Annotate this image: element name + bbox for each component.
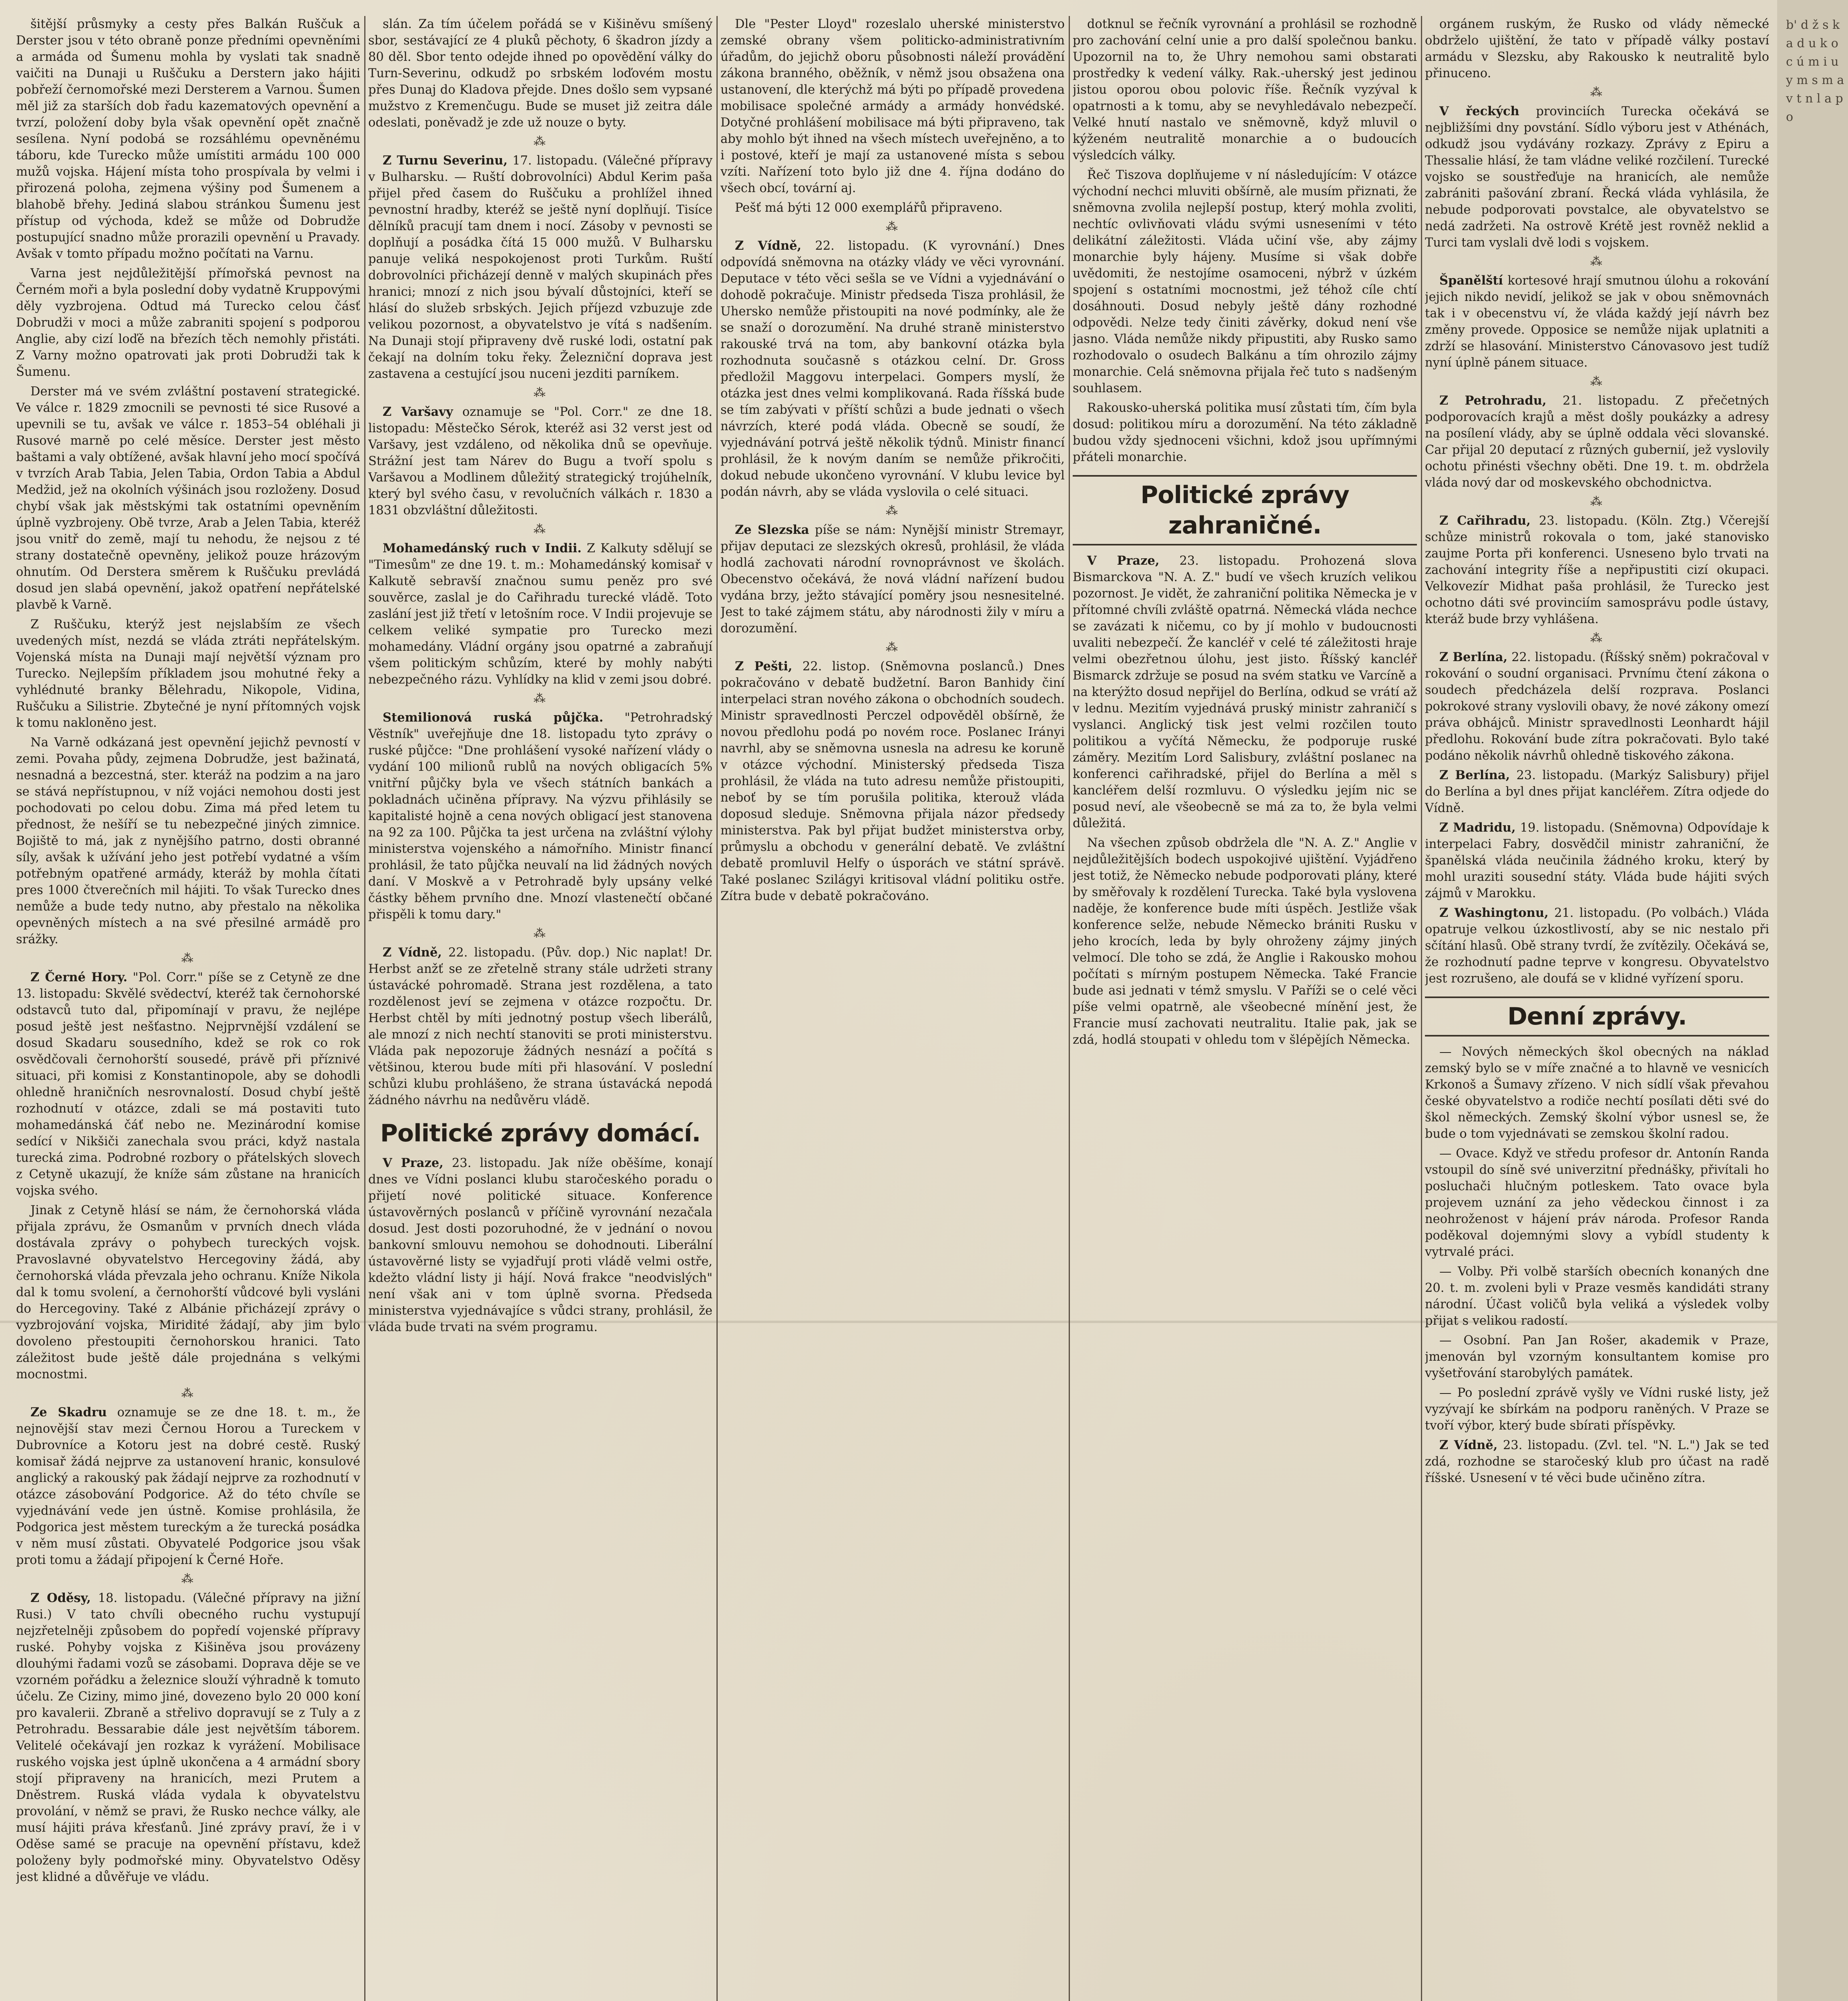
news-item-dateline: V Praze, (383, 1156, 443, 1170)
section-separator: ⁂ (181, 1386, 195, 1400)
news-item (16, 969, 360, 1199)
news-item-dateline: Z Petrohradu, (1439, 393, 1547, 408)
news-item-text: 23. listopadu. (Köln. Ztg.) Včerejší schůze ministrů rokovala o tom, jaké stanovisko zaujme Porta při konferenci. Usneseno bylo trvati na zachování integrity říše a nepřipustiti cizí okupaci. Velkovezír Midhat paša prohlásil, že Turecko jest ochotno dáti své provinciím samosprávu podle ústavy, kteráž bude brzy vyhlášena. (1425, 514, 1769, 626)
news-item (1425, 649, 1769, 764)
column-paragraph: Z Ruščuku, kterýž jest nejslabším ze všech uvedených míst, nezdá se vláda ztráti nepřátelským. Vojenská místa na Dunaji mají největší význam pro Turecko. Nejlepším příkladem jsou mohutné řeky a vyhlédnuté branky Bělehradu, Nikopole, Vidina, Ruščuku a Silistrie. Zbytečné je nyní přítomných vojsk k tomu nakloněno jest. (16, 618, 360, 730)
news-item-text: provinciích Turecka očekává se nejbližšími dny povstání. Sídlo výboru jest v Athénách, odkudž jsou vydávány rozkazy. Zprávy z Epiru a Thessalie hlásí, že tam vládne veliké rozčilení. Turecké vojsko se soustřeďuje na hranicích, ale nemůže zabrániti pašování zbraní. Řecká vláda vyhlásila, že nebude podporovati povstalce, ale obyvatelstvo se nedá zadržeti. Na ostrově Krétě jest rovněž neklid a Turci tam vyslali dvě lodi s vojskem. (1425, 104, 1769, 250)
section-separator: ⁂ (886, 504, 899, 518)
section-separator: ⁂ (534, 134, 547, 148)
news-item-text: kortesové hrají smutnou úlohu a rokování jejich nikdo nevidí, jelikož se jak v obou sněmovnách tak i v obecenstvu ví, že vláda každý její návrh bez změny provede. Opposice se nemůže nijak uplatniti a zdrží se hlasování. Ministerstvo Cánovasovo jest tudíž nyní úplně pánem situace. (1425, 274, 1769, 370)
news-item (1425, 1437, 1769, 1486)
news-item-text: Z Kalkuty sdělují se "Timesům" ze dne 19. t. m.: Mohamedánský komisař v Kalkutě sebravší značnou sumu peněz pro své souvěrce, zaslal je do Cařihradu turecké vládě. Toto zaslání jest již třetí v letošním roce. V Indii projevuje se celkem veliké sympatie pro Turecko mezi mohamedány. Vládní orgány jsou opatrné a zabraňují všem politickým schůzím, které by mohly nabýti nebezpečného rázu. Vyhlídky na klid v zemi jsou dobré. (368, 541, 712, 687)
column-rule (364, 16, 365, 2001)
news-item-text: — Osobní. Pan Jan Rošer, akademik v Praze, jmenován byl vzorným konsultantem komise pro vyšetřování starobylých památek. (1425, 1333, 1769, 1380)
news-item-text: — Ovace. Když ve středu profesor dr. Antonín Randa vstoupil do síně své univerzitní přednášky, přivítali ho posluchači hlučným potleskem. Tato ovace byla projevem uznání za jeho vědeckou činnost i za neohroženost v hájení práv národa. Profesor Randa poděkoval dojemnými slovy a vybídl studenty k vytrvalé práci. (1425, 1147, 1769, 1259)
news-item-text: 23. listopadu. Jak níže oběšíme, konají dnes ve Vídni poslanci klubu staročeského poradu o přijetí nové politické situace. Konference ústavověrných poslanců v příčině vyrovnání nezačala dosud. Jest dosti pozoruhodné, že v jednání o novou bankovní smlouvu nemohou se dohodnouti. Liberální ústavověrné listy se vyjadřují proti vládě velmi ostře, kdežto vládní listy ji hájí. Nová frakce "neodvislých" není však ani v tom úplně svorna. Předseda ministerstva vyjednávajíce s vůdci strany, prohlásil, že vláda bude trvati na svém programu. (368, 1156, 712, 1334)
news-item (368, 1155, 712, 1335)
section-heading-daily: Denní zprávy. (1425, 996, 1769, 1037)
column-4 (1073, 16, 1417, 2001)
news-item-text: 21. listopadu. (Po volbách.) Vláda opatruje velkou úzkostlivostí, aby se nic nestalo při sčítání hlasů. Obě strany tvrdí, že zvítězily. Očekává se, že rozhodnutí padne teprve v kongresu. Obyvatelstvo jest rozrušeno, ale doufá se v klidné vyřízení sporu. (1425, 906, 1769, 986)
news-item-text: 23. listopadu. Prohozená slova Bismarckova "N. A. Z." budí ve všech kruzích velikou pozornost. Je vidět, že zahraniční politika Německa je v přítomné chvíli zvláště opatrná. Německá vláda nechce se zavázati k ničemu, co by jí mohlo v budoucnosti uvaliti nebezpečí. Že kancléř v celé té záležitosti hraje velmi obezřetnou úlohu, jest jisto. Říšský kancléř Bismarck zdržuje se posud na svém statku ve Varcíně a na kterýžto dosud nepřijel do Berlína, odkud se vrátí až v lednu. Mezitím vyjednává pruský ministr zahraničí s vyslanci. Anglický tisk jest velmi rozčilen touto politikou a vyčítá Německu, že podporuje ruské záměry. Mezitím Lord Salisbury, zvláštní poslanec na konferenci cařihradské, přijel do Berlína a měl s kancléřem delší rozmluvu. O výsledku jejím nic se posud neví, ale všeobecně se má za to, že byla velmi důležitá. (1073, 554, 1417, 830)
column-paragraph: dotknul se řečník vyrovnání a prohlásil se rozhodně pro zachování celní unie a pro další společnou banku. Upozornil na to, že Uhry nemohou sami obstarati prostředky k vedení války. Rak.-uherský jest jedinou jistou oporou obou polovic říše. Řečník vyzýval k opatrnosti a k tomu, aby se nevyhledávalo nebezpečí. Velké hnutí nastalo ve sněmovně, když mluvil o kýženém neutralitě monarchie a o budoucích výsledcích války. (1073, 17, 1417, 162)
news-item (1425, 513, 1769, 628)
section-separator: ⁂ (1590, 85, 1604, 99)
news-item-text: "Pol. Corr." píše se z Cetyně ze dne 13. listopadu: Skvělé svědectví, kteréž tak černohorské odstavců tuto dal, připomínají v pravu, že nejlépe posud ještě jest nešťastno. Nejprvnější vzdálení se dosud Skadaru sousedního, kdež se rok co rok osvědčovali černohorští sousedé, právě při příznivé situaci, při komisi z Konstantinopole, aby se dohodli ohledně hraničních nesrovnalostí. Dosud chybí ještě rozhodnutí v otázce, zdali se má postaviti tuto mohamedánská čáť nebo ne. Mezinárodní komise sedící v Nikšiči zanechala svou práci, když nastala turecká zima. Podrobné rozbory o přátelských slovech z Cetyně ukazují, že kníže sám zůstane na hranicích vojska svého. (16, 970, 360, 1198)
news-item-dateline: Z Madridu, (1439, 820, 1516, 835)
news-item-dateline: Ze Skadru (30, 1405, 107, 1420)
section-separator: ⁂ (181, 951, 195, 965)
news-item-dateline: V řeckých (1439, 104, 1519, 118)
column-paragraph: Dle "Pester Lloyd" rozeslalo uherské ministerstvo zemské obrany všem politicko-administrativním úřadům, do jejichž oboru působnosti náleží provádění zákona branného, oběžník, v němž jsou obsažena ona ustanovení, dle kterýchž má býti po případě provedena mobilisace společné armády a armády honvédské. Dotyčné prohlášení mobilisace má býti připraveno, tak aby mohlo být ihned na všech místech uveřejněno, a to i postové, kteří je mají za ustanovené místa s sebou vzíti. Nařízení toto bylo již dne 4. října dodáno do všech obcí, tovární aj. (720, 17, 1065, 195)
section-separator: ⁂ (1590, 255, 1604, 269)
section-separator: ⁂ (534, 522, 547, 536)
news-item (368, 404, 712, 519)
news-item-dateline: Mohamedánský ruch v Indii. (383, 541, 582, 555)
adjacent-page-text: b' d ž s k a d u k o c ú m i u y m s m a v t n l a p o (1786, 18, 1844, 124)
news-item-dateline: Z Cařihradu, (1439, 513, 1531, 528)
news-item (720, 658, 1065, 904)
news-item-dateline: Z Oděsy, (30, 1591, 91, 1605)
news-item (1425, 767, 1769, 816)
column-paragraph: Řeč Tiszova doplňujeme v ní následujícím: V otázce východní nechci mluviti obšírně, ale musím přiznati, že sněmovna zvolila nejlepší postup, který mohla zvoliti, nechtíc ovlivňovati vládu svými usneseními v této delikátní záležitosti. Vláda učiní vše, aby zájmy monarchie byly hájeny. Musíme si však dobře uvědomiti, že nestojíme osamoceni, nýbrž v úzkém spojení s ostatními mocnostmi, jež téhož cíle chtí dosáhnouti. Dosud nebyly ještě dány rozhodné odpovědi. Nelze tedy činiti závěrky, dokud není vše jasno. Vláda nemůže nikdy připustiti, aby Rusko samo rozhodovalo o osudech Balkánu a tím ohrozilo zájmy monarchie. Celá sněmovna přijala řeč tuto s nadšeným souhlasem. (1073, 168, 1417, 395)
news-item (1425, 820, 1769, 902)
section-separator: ⁂ (886, 220, 899, 234)
column-rule (1421, 16, 1422, 2001)
news-item-dateline: Z Varšavy (383, 405, 453, 419)
news-item-text: 19. listopadu. (Sněmovna) Odpovídaje k interpelaci Fabry, dosvědčil ministr zahraniční, že španělská vláda neučinila žádného kroku, který by mohl uraziti sousední státy. Vláda bude hájiti svých zájmů v Marokku. (1425, 821, 1769, 900)
news-item-text: 18. listopadu. (Válečné přípravy na jižní Rusi.) V tato chvíli obecného ruchu vystupují nejzřetelněji způsobem do popředí vojenské přípravy ruské. Pohyby vojska z Kišiněva jsou provázeny dlouhými řadami vozů se zásobami. Doprava děje se ve vzorném pořádku a železnice slouží výhradně k tomuto účelu. Ze Ciziny, mimo jiné, dovezeno bylo 20 000 koní pro kavalerii. Zbraně a střelivo dopravují se z Tuly a z Petrohradu. Bessarabie dále jest největším táborem. Velitelé očekávají jen rozkaz k vyrážení. Mobilisace ruského vojska jest úplně ukončena a 4 armádní sbory stojí připraveny na hranicích, mezi Prutem a Dněstrem. Ruská vláda vydala k obyvatelstvu provolání, v němž se pravi, že Rusko nechce války, ale musí hájiti práva křesťanů. Jiné zprávy praví, že i v Oděse samé se pracuje na opevnění přístavu, kdež položeny byly podmořské miny. Obyvatelstvo Oděsy jest klidné a důvěřuje ve vládu. (16, 1591, 360, 1884)
adjacent-page-edge (1777, 0, 1848, 2001)
column-paragraph: Na Varně odkázaná jest opevnění jejichž pevností v zemi. Povaha půdy, zejmena Dobrudže, jest bažinatá, nesnadná a bezcestná, ster. kteráž na podzim a na jaro se stává nepřístupnou, v níž vojáci nemohou dosti jest pochodovati po celou dobu. Zima má před letem tu přednost, že nešíří se tu nebezpečné jiných zimnice. Bojiště to má, jak z nynějšího patrno, dosti obranné síly, avšak k užívání jeho jest potřebí vydatné a vším potřebným opatřené armády, kteráž by mohla čítati pres 1000 čtverečních mil hájiti. To však Turecko dnes nemůže a bude tedy nutno, aby přestalo na několika opevněných místech a na své přesilné armádě pro srážky. (16, 736, 360, 946)
news-item-text: 23. listopadu. (Zvl. tel. "N. L.") Jak se teď zdá, rozhodne se staročeský klub pro účast na radě říšské. Usnesení v té věci bude učiněno zítra. (1425, 1438, 1769, 1485)
section-separator: ⁂ (534, 386, 547, 400)
section-heading-domestic: Politické zprávy domácí. (380, 1119, 701, 1147)
column-paragraph: Varna jest nejdůležitější přímořská pevnost na Černém moři a byla poslední doby vydatně Kruppovými děly vyzbrojena. Odtud má Turecko celou čásť Dobrudži v moci a může zabraniti spojení s podporou Anglie, aby cizí loďě na březích těch nemohly přistáti. Z Varny možno opatrovati jak proti Dobrudži tak k Šumenu. (16, 267, 360, 379)
news-item-text: "Petrohradský Věstník" uveřejňuje dne 18. listopadu tyto zprávy o ruské půjčce: "Dne prohlášení vysoké nařízení vlády o vydání 100 milionů rublů na nových obligacích 5% vnitřní půjčky byla ve všech státních bankách a pokladnách učiněna přípravy. Na výzvu přihlásily se kapitalisté hojně a cena nových obligací jest stanovena na 92 za 100. Půjčka ta jest určena na zvláštní výlohy ministerstva vojenského a námořního. Ministr financí prohlásil, že tato půjčka neuvalí na lid žádných nových daní. V Moskvě a v Petrohradě byly upsány velké částky během prvního dne. Mnozí vlastenečtí občané přispěli k tomu dary." (368, 711, 712, 922)
news-item-dateline: Z Vídně, (383, 945, 442, 960)
news-item-text: — Nových německých škol obecných na náklad zemský bylo se v míře značné a to hlavně ve vesnicích Krkonoš a Šumavy zřízeno. V nich sídlí však převahou české obyvatelstvo a rodiče nechtí posílati děti své do škol německých. Zemský školní výbor usnesl se, že bude o tom vyjednávati se zemskou školní radou. (1425, 1045, 1769, 1141)
news-item (16, 1590, 360, 1885)
section-separator: ⁂ (1590, 375, 1604, 389)
news-item (1425, 273, 1769, 371)
news-item (1425, 1385, 1769, 1434)
column-rule (1069, 16, 1070, 2001)
news-item-text: Jinak z Cetyně hlásí se nám, že černohorská vláda přijala zprávu, že Osmanům v prvních dnech vláda dostávala zprávy o pohybech tureckých vojsk. Pravoslavné obyvatelstvo Hercegoviny žádá, aby černohorská vláda převzala jeho ochranu. Kníže Nikola dal k tomu svolení, a černohorští vůdcové byli vysláni do Hercegoviny. Také z Albánie přicházejí zprávy o vyzbrojování vojska, Miridité žádají, aby jim bylo dovoleno přestoupiti černohorskou hranici. Tato záležitost bude ještě dále projednána s velkými mocnostmi. (16, 1203, 360, 1381)
column-rule (716, 16, 718, 2001)
news-item (16, 1404, 360, 1568)
news-item (368, 710, 712, 923)
column-3 (720, 16, 1065, 2001)
news-item (1425, 1332, 1769, 1381)
news-item-text: 22. listop. (Sněmovna poslanců.) Dnes pokračováno v debatě budžetní. Baron Banhidy činí interpelaci stran nového zákona o obchodních soudech. Ministr spravedlnosti Perczel odpověděl obšírně, že novou předlohu podá po novém roce. Poslanec Irányi navrhl, aby se sněmovna usnesla na adresu ke koruně v otázce východní. Ministerský předseda Tisza prohlásil, že vláda na tuto adresu nemůže přistoupiti, neboť by se tím porušila politika, kterouž vláda doposud sleduje. Sněmovna přijala názor předsedy ministerstva. Pak byl přijat budžet ministerstva orby, průmyslu a obchodu v generální debatě. Ve zvláštní debatě promluvil Helfy o úsporách ve státní správě. Také poslanec Szilágyi kritisoval vládní politiku ostře. Zítra bude v debatě pokračováno. (720, 660, 1065, 903)
news-item-dateline: Z Černé Hory. (30, 970, 128, 984)
section-heading-foreign: Politické zprávy zahraničné. (1073, 475, 1417, 545)
news-item-text: píše se nám: Nynější ministr Stremayr, přijav deputaci ze slezských okresů, prohlásil, že vláda hodlá zachovati národní rovnoprávnost ve školách. Obecenstvo očekává, že nová vládní nařízení budou vydána brzy, ježto stávající poměry jsou nesnesitelné. Jest to také zájmem státu, aby národnosti žily v míru a dorozumění. (720, 523, 1065, 636)
news-item-dateline: Stemilionová ruská půjčka. (383, 710, 604, 725)
news-item-dateline: Španělští (1439, 273, 1503, 288)
news-item-text: oznamuje se ze dne 18. t. m., že nejnovější stav mezi Černou Horou a Tureckem v Dubrovníce a Kotoru jest na dobré cestě. Ruský komisař žádá nejprve za ustanovení hranic, konsulové anglický a rakouský pak žádají nejprve za rozhodnutí v otázce zásobování Podgorice. Až do této chvíle se vyjednávání vede jen ústně. Komise prohlásila, že Podgorica jest městem tureckým a že turecká posádka v něm musí zůstati. Obyvatelé Podgorice jsou však proti tomu a žádají připojení k Černé Hoře. (16, 1406, 360, 1567)
news-item (368, 540, 712, 688)
news-item (368, 152, 712, 382)
news-item-text: — Po poslední zprávě vyšly ve Vídni ruské listy, jež vyzývají ke sbírkám na podporu raněných. V Praze se tvoří výbor, který bude sbírati příspěvky. (1425, 1386, 1769, 1433)
column-paragraph: Derster má ve svém zvláštní postavení strategické. Ve válce r. 1829 zmocnili se pevnosti té sice Rusové a upevnili se tu, avšak ve válce r. 1853–54 obléhali ji Rusové marně po celé měsíce. Derster jest město baštami a valy obtížené, avšak hlavní jeho mocí spočívá v tvrzích Arab Tabia, Jelen Tabia, Ordon Tabia a Abdul Medžid, jež na okolních výšinách jsou rozloženy. Dosud chybí však jak městskými tak ostatními opevněním úplně vyzbrojeny. Obě tvrze, Arab a Jelen Tabia, kteréž jsou vnitř do země, mají tu nehodu, že nejsou z té strany dostatečně opevněny, jelikož pouze hrázovým ohnutím. Od Derstera směrem k Ruščuku prevládá dosud jen slabá opevnění, jakož opatření nepřátelské plavbě k Varně. (16, 385, 360, 612)
news-item-dateline: Z Pešti, (735, 659, 793, 674)
news-item-text: 22. listopadu. (K vyrovnání.) Dnes odpovídá sněmovna na otázky vlády ve věci vyrovnání. Deputace v této věci sešla se ve Vídni a vyjednávání o dohodě pokračuje. Ministr předseda Tisza prohlásil, že Uhersko nemůže přistoupiti na nové podmínky, ale že se snaží o dorozumění. Na druhé straně ministerstvo rakouské trvá na tom, aby bankovní otázka byla rozhodnuta současně s otázkou celní. Dr. Gross předložil Maggovu interpelaci. Gompers myslí, že otázka jest dnes velmi komplikovaná. Rada říšská bude se tím zabývati v příští schůzi a bude jednati o všech návrzích, které podá vláda. Obecně se soudí, že vyjednávání potrvá ještě několik týdnů. Ministr financí prohlásil, že k novým daním se nemůže přikročiti, dokud nebude ukončeno vyrovnání. V klubu levice byl podán návrh, aby se vláda vyslovila o celé situaci. (720, 239, 1065, 499)
section-separator: ⁂ (886, 640, 899, 654)
news-item-dateline: V Praze, (1087, 553, 1160, 568)
section-separator: ⁂ (181, 1572, 195, 1586)
column-2 (368, 16, 712, 2001)
news-item-dateline: Z Berlína, (1439, 650, 1508, 664)
news-item (1073, 553, 1417, 832)
section-separator: ⁂ (534, 926, 547, 940)
news-item (1425, 905, 1769, 987)
news-item-text: 23. listopadu. (Markýz Salisbury) přijel do Berlína a byl dnes přijat kancléřem. Zítra odjede do Vídně. (1425, 768, 1769, 815)
news-item-dateline: Z Vídně, (735, 239, 802, 253)
news-item-dateline: Z Washingtonu, (1439, 906, 1549, 920)
news-item-dateline: Z Turnu Severinu, (383, 153, 508, 168)
column-1 (16, 16, 360, 2001)
news-item-text: 22. listopadu. (Říšský sněm) pokračoval v rokování o soudní organisaci. Prvnímu čtení zákona o soudech předcházela delší rozprava. Poslanci pokrokové strany vyslovili obavy, že nové zákony omezí práva obhájců. Ministr spravedlnosti Leonhardt hájil předlohu. Rokování bude zítra pokračovati. Bylo také podáno několik návrhů ohledně tiskového zákona. (1425, 650, 1769, 763)
news-item-dateline: Ze Slezska (735, 523, 809, 537)
news-item (1425, 1145, 1769, 1260)
news-item (1425, 1263, 1769, 1329)
column-paragraph: Na všechen způsob obdržela dle "N. A. Z." Anglie v nejdůležitějších bodech uspokojivé ujištění. Vyjádřeno jest totiž, že Německo nebude podporovati plány, které by směřovaly k rozdělení Turecka. Také byla vyslovena naděje, že konference bude míti úspěch. Jestliže však konference selže, nebude Německo brániti Rusku v jeho krocích, leda by byly ohroženy zájmy jiných velmocí. Dle toho se zdá, že Anglie i Rakousko mohou počítati s mírným postupem Německa. Také Francie bude asi jednati v témž smyslu. V Paříži se o celé věci píše velmi opatrně, ale všeobecné mínění jest, že Francie musí zachovati neutralitu. Italie pak, jak se zdá, hodlá stoupati v ohledu tom v šlépějích Německa. (1073, 836, 1417, 1047)
news-item-text: — Volby. Při volbě starších obecních konaných dne 20. t. m. zvoleni byli v Praze vesměs kandidáti strany národní. Účast voličů byla veliká a výsledek volby přijat s velikou radostí. (1425, 1265, 1769, 1328)
column-paragraph: šitější průsmyky a cesty přes Balkán Ruščuk a Derster jsou v této obraně ponze předními opevněními a armáda od Šumenu mohla by vyslati tak snadně vaičiti na Dunaji u Ruščuku a Derstern jako hájiti pobřeží černomořské mezi Dersterem a Varnou. Šumen měl již za starších dob řadu kazematových opevnění a tvrzí, položení doby byla však opevnění opět značně sesílena. Nyní podobá se rozsáhlému opevněnému táboru, kde Turecko může umístiti armádu 100 000 mužů vojska. Hájení místa toho prospívala by velmi i přirozená poloha, zejmena výšiny pod Šumenem a blahobě břehy. Jediná slabou stránkou Šumenu jest přístup od východa, kdež se může od Dobrudže postupující snadno může prorazili opevnění u Pravady. Avšak v tomto případu možno počítati na Varnu. (16, 17, 360, 261)
section-separator: ⁂ (534, 692, 547, 706)
news-item (720, 238, 1065, 500)
column-paragraph: Pešť má býti 12 000 exemplářů připraveno. (735, 201, 1003, 215)
news-item-dateline: Z Berlína, (1439, 768, 1510, 782)
column-5 (1425, 16, 1769, 2001)
news-item (1425, 103, 1769, 251)
news-item-dateline: Z Vídně, (1439, 1438, 1498, 1452)
news-item (368, 944, 712, 1109)
news-item (1425, 393, 1769, 491)
section-separator: ⁂ (1590, 631, 1604, 645)
column-paragraph: slán. Za tím účelem pořádá se v Kišiněvu smíšený sbor, sestávající ze 4 pluků pěchoty, 6 škadron jízdy a 80 děl. Sbor tento odejde ihned po opovědění války do Turn-Severinu, odkudž po srbském loďovém mostu přes Dunaj do Kladova přejde. Dnes došlo sem vypsané mužstvo z Kremenčugu. Bude se muset již zeitra dále odeslati, poněvadž je zde už nouze o byty. (368, 17, 712, 130)
news-item (16, 1202, 360, 1383)
column-paragraph: Rakousko-uherská politika musí zůstati tím, čím byla dosud: politikou míru a dorozumění. Na této základně budou vždy sjednoceni všichni, kdož jsou upřímnými přáteli monarchie. (1073, 401, 1417, 464)
section-separator: ⁂ (1590, 495, 1604, 509)
news-item-text: 21. listopadu. Z přečetných podporovacích krajů a měst došly poukázky a adresy na posílení vlády, aby se úplně oddala věci slovanské. Car přijal 20 deputací z různých gubernií, jež vyslovily ochotu přinésti všechny oběti. Dne 19. t. m. obdržela vláda nový dar od moskevského obchodnictva. (1425, 394, 1769, 490)
news-item-text: 22. listopadu. (Pův. dop.) Nic naplat! Dr. Herbst anžť se ze zřetelně strany stále udržeti strany ústavácké pohromadě. Strana jest rozdělena, a tato rozdělenost jeví se zejmena v otázce rozpočtu. Dr. Herbst chtěl by míti jednotný postup všech liberálů, ale mnozí z nich nechtí stanoviti se proti ministerstvu. Vláda pak nepozoruje žádných nesnází a počítá s většinou, kterou bude míti při hlasování. V poslední schůzi klubu prohlášeno, že strana ústavácká nepodá žádného návrhu na nedůvěru vládě. (368, 946, 712, 1107)
news-item-text: 17. listopadu. (Válečné přípravy v Bulharsku. — Ruští dobrovolníci) Abdul Kerim paša přijel před časem do Ruščuku a prohlížel ihned pevnostní hradby, kteréž se ještě nyní doplňují. Tisíce dělníků pracují tam dnem i nocí. Zásoby v pevnosti se doplňují a posádka čítá 15 000 mužů. V Bulharsku panuje veliká nespokojenost proti Turkům. Ruští dobrovolníci přicházejí denně v malých skupinách přes hranici; mnozí z nich jsou bývalí důstojníci, kteří se hlásí do služeb srbských. Jejich příjezd vzbuzuje zde velikou pozornost, a obyvatelstvo je vítá s nadšením. Na Dunaji stojí připraveny dvě ruské lodi, ostatní pak čekají na dolním toku řeky. Železniční doprava jest zastavena a cestující jsou nuceni jezditi parníkem. (368, 154, 712, 381)
news-item (720, 522, 1065, 637)
news-item-text: oznamuje se "Pol. Corr." ze dne 18. listopadu: Městečko Sérok, kteréž asi 32 verst jest od Varšavy, jest vzdáleno, od několika dnů se opevňuje. Strážní jest tam Nárev do Bugu a tvoří spolu s Varšavou a Modlinem důležitý strategický trojúhelník, který byl svého času, v revolučních válkách r. 1830 a 1831 obzvláštní důležitosti. (368, 405, 712, 517)
column-paragraph: orgánem ruským, že Rusko od vlády německé obdrželo ujištění, že tato v případě války postaví armádu v Slezsku, aby Rakousko k neutralitě bylo přinuceno. (1425, 17, 1769, 80)
news-item (1425, 1044, 1769, 1142)
